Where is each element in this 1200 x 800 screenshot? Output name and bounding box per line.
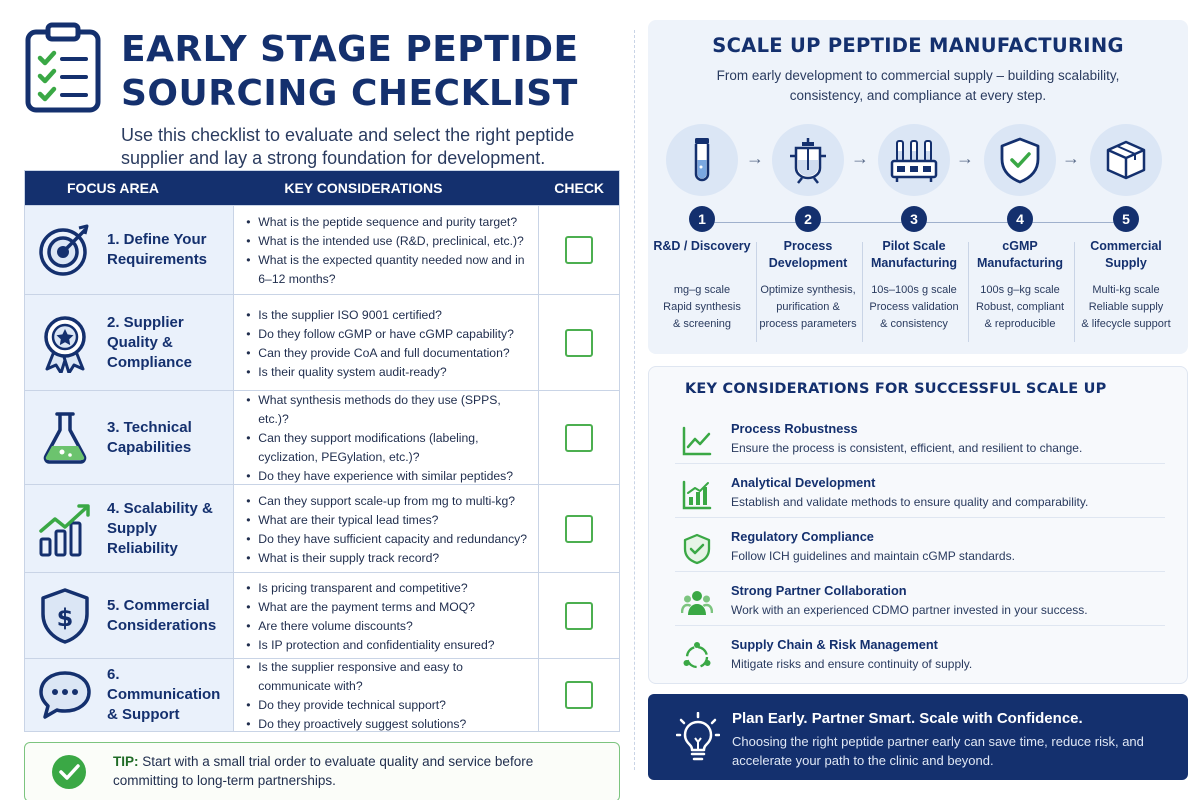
reactor-icon [786,136,830,184]
tip-box [24,742,620,800]
header-check: CHECK [554,180,605,196]
stage-name: cGMP Manufacturing [976,239,1064,270]
test-tube-icon [682,136,722,184]
stage-icon-circle [772,124,844,196]
line-trend-icon [681,425,713,457]
stage-name: Process Development [768,239,848,270]
consideration-item: • What is the intended use (R&D, preclinical, etc.)? [244,232,532,251]
chat-bubble-icon [35,665,95,725]
consideration-desc: Follow ICH guidelines and maintain cGMP standards. [731,549,1015,563]
checkbox[interactable] [565,236,593,264]
consideration-item: • Can they support modifications (labeling, cyclization, PEGylation, etc.)? [244,429,532,467]
focus-area-label: 1. Define Your Requirements [107,231,208,268]
consideration-desc: Ensure the process is consistent, efficient, and resilient to change. [731,441,1083,455]
stage-separator [862,242,863,342]
focus-area-label: 6. Communication & Support [107,666,221,723]
consideration-item: • Is the supplier responsive and easy to communicate with? [244,658,532,696]
cycle-icon [681,641,713,673]
cta-banner [648,694,1188,780]
check-circle-icon [51,754,87,790]
tip-body: Start with a small trial order to evaluate quality and service before committing to long-term partnerships. [113,754,534,788]
consideration-item: • What synthesis methods do they use (SPPS, etc.)? [244,391,532,429]
consideration-name: Supply Chain & Risk Management [731,637,938,652]
table-row [25,658,619,731]
check-cell [539,295,619,390]
checkbox[interactable] [565,515,593,543]
row-divider [675,571,1165,572]
shield-check-icon [681,533,713,565]
scale-up-subtitle: From early development to commercial supply – building scalability, consistency, and compliance at every step. [716,68,1120,103]
consideration-item: • What is the peptide sequence and purity target? [244,213,532,232]
arrow-right-icon: → [851,148,869,168]
key-considerations-panel [648,366,1188,684]
scale-up-panel [648,20,1188,354]
consideration-item: • Is IP protection and confidentiality ensured? [244,636,532,655]
focus-area-label: 2. Supplier Quality & Compliance [107,313,193,371]
stage-name: Pilot Scale Manufacturing [870,239,958,270]
shield-check-icon [998,136,1042,184]
considerations-list [234,295,539,390]
consideration-item: • Can they provide CoA and full documentation? [244,344,532,363]
check-cell [539,573,619,658]
consideration-item: • Is the supplier ISO 9001 certified? [244,306,532,325]
stage-step [754,124,862,333]
table-row [25,390,619,484]
flask-icon [35,408,95,468]
check-cell [539,485,619,572]
stage-desc: Multi-kg scale Reliable supply & lifecycle support [1081,284,1171,330]
stage-separator [968,242,969,342]
stage-separator [1074,242,1075,342]
stage-number: 1 [689,206,715,232]
row-divider [675,463,1165,464]
page-title [121,28,621,116]
stage-icon-circle [666,124,738,196]
stage-step [648,124,756,333]
stage-step [1072,124,1180,333]
cta-title: Plan Early. Partner Smart. Scale with Confidence. [732,710,1083,727]
stage-number: 3 [901,206,927,232]
svg-text:$: $ [56,603,74,632]
consideration-row [675,469,1165,523]
consideration-item: • What is their supply track record? [244,549,532,568]
page-title-line2: SOURCING CHECKLIST [121,73,578,114]
stage-desc: 100s g–kg scale Robust, compliant & reproducible [975,284,1065,330]
consideration-row [675,631,1165,685]
consideration-item: • Are there volume discounts? [244,617,532,636]
row-divider [675,625,1165,626]
consideration-item: • Do they proactively suggest solutions? [244,715,532,734]
consideration-row [675,523,1165,577]
table-row [25,294,619,390]
consideration-item: • Can they support scale-up from mg to multi-kg? [244,492,532,511]
focus-area-label: 3. Technical Capabilities [107,418,192,456]
stage-step [966,124,1074,333]
column-divider [634,30,635,770]
arrow-right-icon: → [956,148,974,168]
stage-separator [756,242,757,342]
checkbox[interactable] [565,602,593,630]
stage-desc: 10s–100s g scale Process validation & consistency [869,284,959,330]
header-key-considerations: KEY CONSIDERATIONS [284,180,443,196]
consideration-name: Process Robustness [731,421,858,436]
pilot-plant-icon [889,137,939,183]
team-icon [681,587,713,619]
lightbulb-icon [676,712,720,762]
consideration-item: • What is the expected quantity needed now and in 6–12 months? [244,251,532,289]
page-subtitle: Use this checklist to evaluate and select the right peptide supplier and lay a strong foundation for development. [121,125,575,168]
stage-name: Commercial Supply [1090,239,1162,270]
check-cell [539,391,619,484]
table-header [25,171,619,205]
focus-area-cell [25,206,234,294]
stage-desc: Optimize synthesis, purification & process parameters [759,284,857,330]
consideration-item: • Do they follow cGMP or have cGMP capability? [244,325,532,344]
consideration-item: • Is their quality system audit-ready? [244,363,532,382]
dollar-shield-icon [35,586,95,646]
consideration-name: Regulatory Compliance [731,529,874,544]
key-considerations-title: KEY CONSIDERATIONS FOR SUCCESSFUL SCALE UP [685,381,1107,397]
focus-area-cell [25,485,234,572]
stage-icon-circle [878,124,950,196]
consideration-row [675,577,1165,631]
clipboard-checklist-icon [24,22,104,114]
table-row [25,484,619,572]
bar-chart-icon [681,479,713,511]
focus-area-cell [25,573,234,658]
stage-number: 2 [795,206,821,232]
table-row [25,572,619,658]
stage-icon-circle [984,124,1056,196]
package-box-icon [1104,138,1148,182]
consideration-item: • Is pricing transparent and competitive? [244,579,532,598]
check-cell [539,206,619,294]
focus-area-cell [25,659,234,731]
arrow-right-icon: → [746,148,764,168]
focus-area-label: 4. Scalability & Supply Reliability [107,499,213,557]
consideration-item: • What are the payment terms and MOQ? [244,598,532,617]
table-row [25,205,619,294]
checkbox[interactable] [565,681,593,709]
tip-label: TIP: [113,754,139,769]
checkbox[interactable] [565,424,593,452]
consideration-name: Analytical Development [731,475,876,490]
cta-text: Choosing the right peptide partner early can save time, reduce risk, and accelerate your path to the clinic and beyond. [732,734,1144,768]
tip-text [113,752,583,790]
award-ribbon-icon [35,313,95,373]
considerations-list [234,485,539,572]
considerations-list [234,391,539,484]
stage-name: R&D / Discovery [653,239,751,253]
stage-desc: mg–g scale Rapid synthesis & screening [663,284,741,330]
consideration-item: • Do they have sufficient capacity and redundancy? [244,530,532,549]
consideration-desc: Establish and validate methods to ensure quality and comparability. [731,495,1089,509]
focus-area-cell [25,295,234,390]
consideration-desc: Work with an experienced CDMO partner invested in your success. [731,603,1088,617]
check-cell [539,659,619,731]
consideration-name: Strong Partner Collaboration [731,583,907,598]
stage-step [860,124,968,333]
page-title-line1: EARLY STAGE PEPTIDE [121,29,579,70]
row-divider [675,517,1165,518]
considerations-list [234,659,539,731]
stage-number: 4 [1007,206,1033,232]
checkbox[interactable] [565,329,593,357]
arrow-right-icon: → [1062,148,1080,168]
stage-icon-circle [1090,124,1162,196]
focus-area-cell [25,391,234,484]
growth-chart-icon [35,499,95,559]
stage-number: 5 [1113,206,1139,232]
target-icon [35,220,95,280]
consideration-row [675,415,1165,469]
consideration-item: • What are their typical lead times? [244,511,532,530]
checklist-table [24,170,620,732]
considerations-list [234,573,539,658]
consideration-item: • Do they have experience with similar peptides? [244,467,532,486]
consideration-item: • Do they provide technical support? [244,696,532,715]
scale-up-title: SCALE UP PEPTIDE MANUFACTURING [712,34,1124,57]
considerations-list [234,206,539,294]
header-focus-area: FOCUS AREA [67,180,160,196]
consideration-desc: Mitigate risks and ensure continuity of supply. [731,657,973,671]
focus-area-label: 5. Commercial Considerations [107,596,217,634]
